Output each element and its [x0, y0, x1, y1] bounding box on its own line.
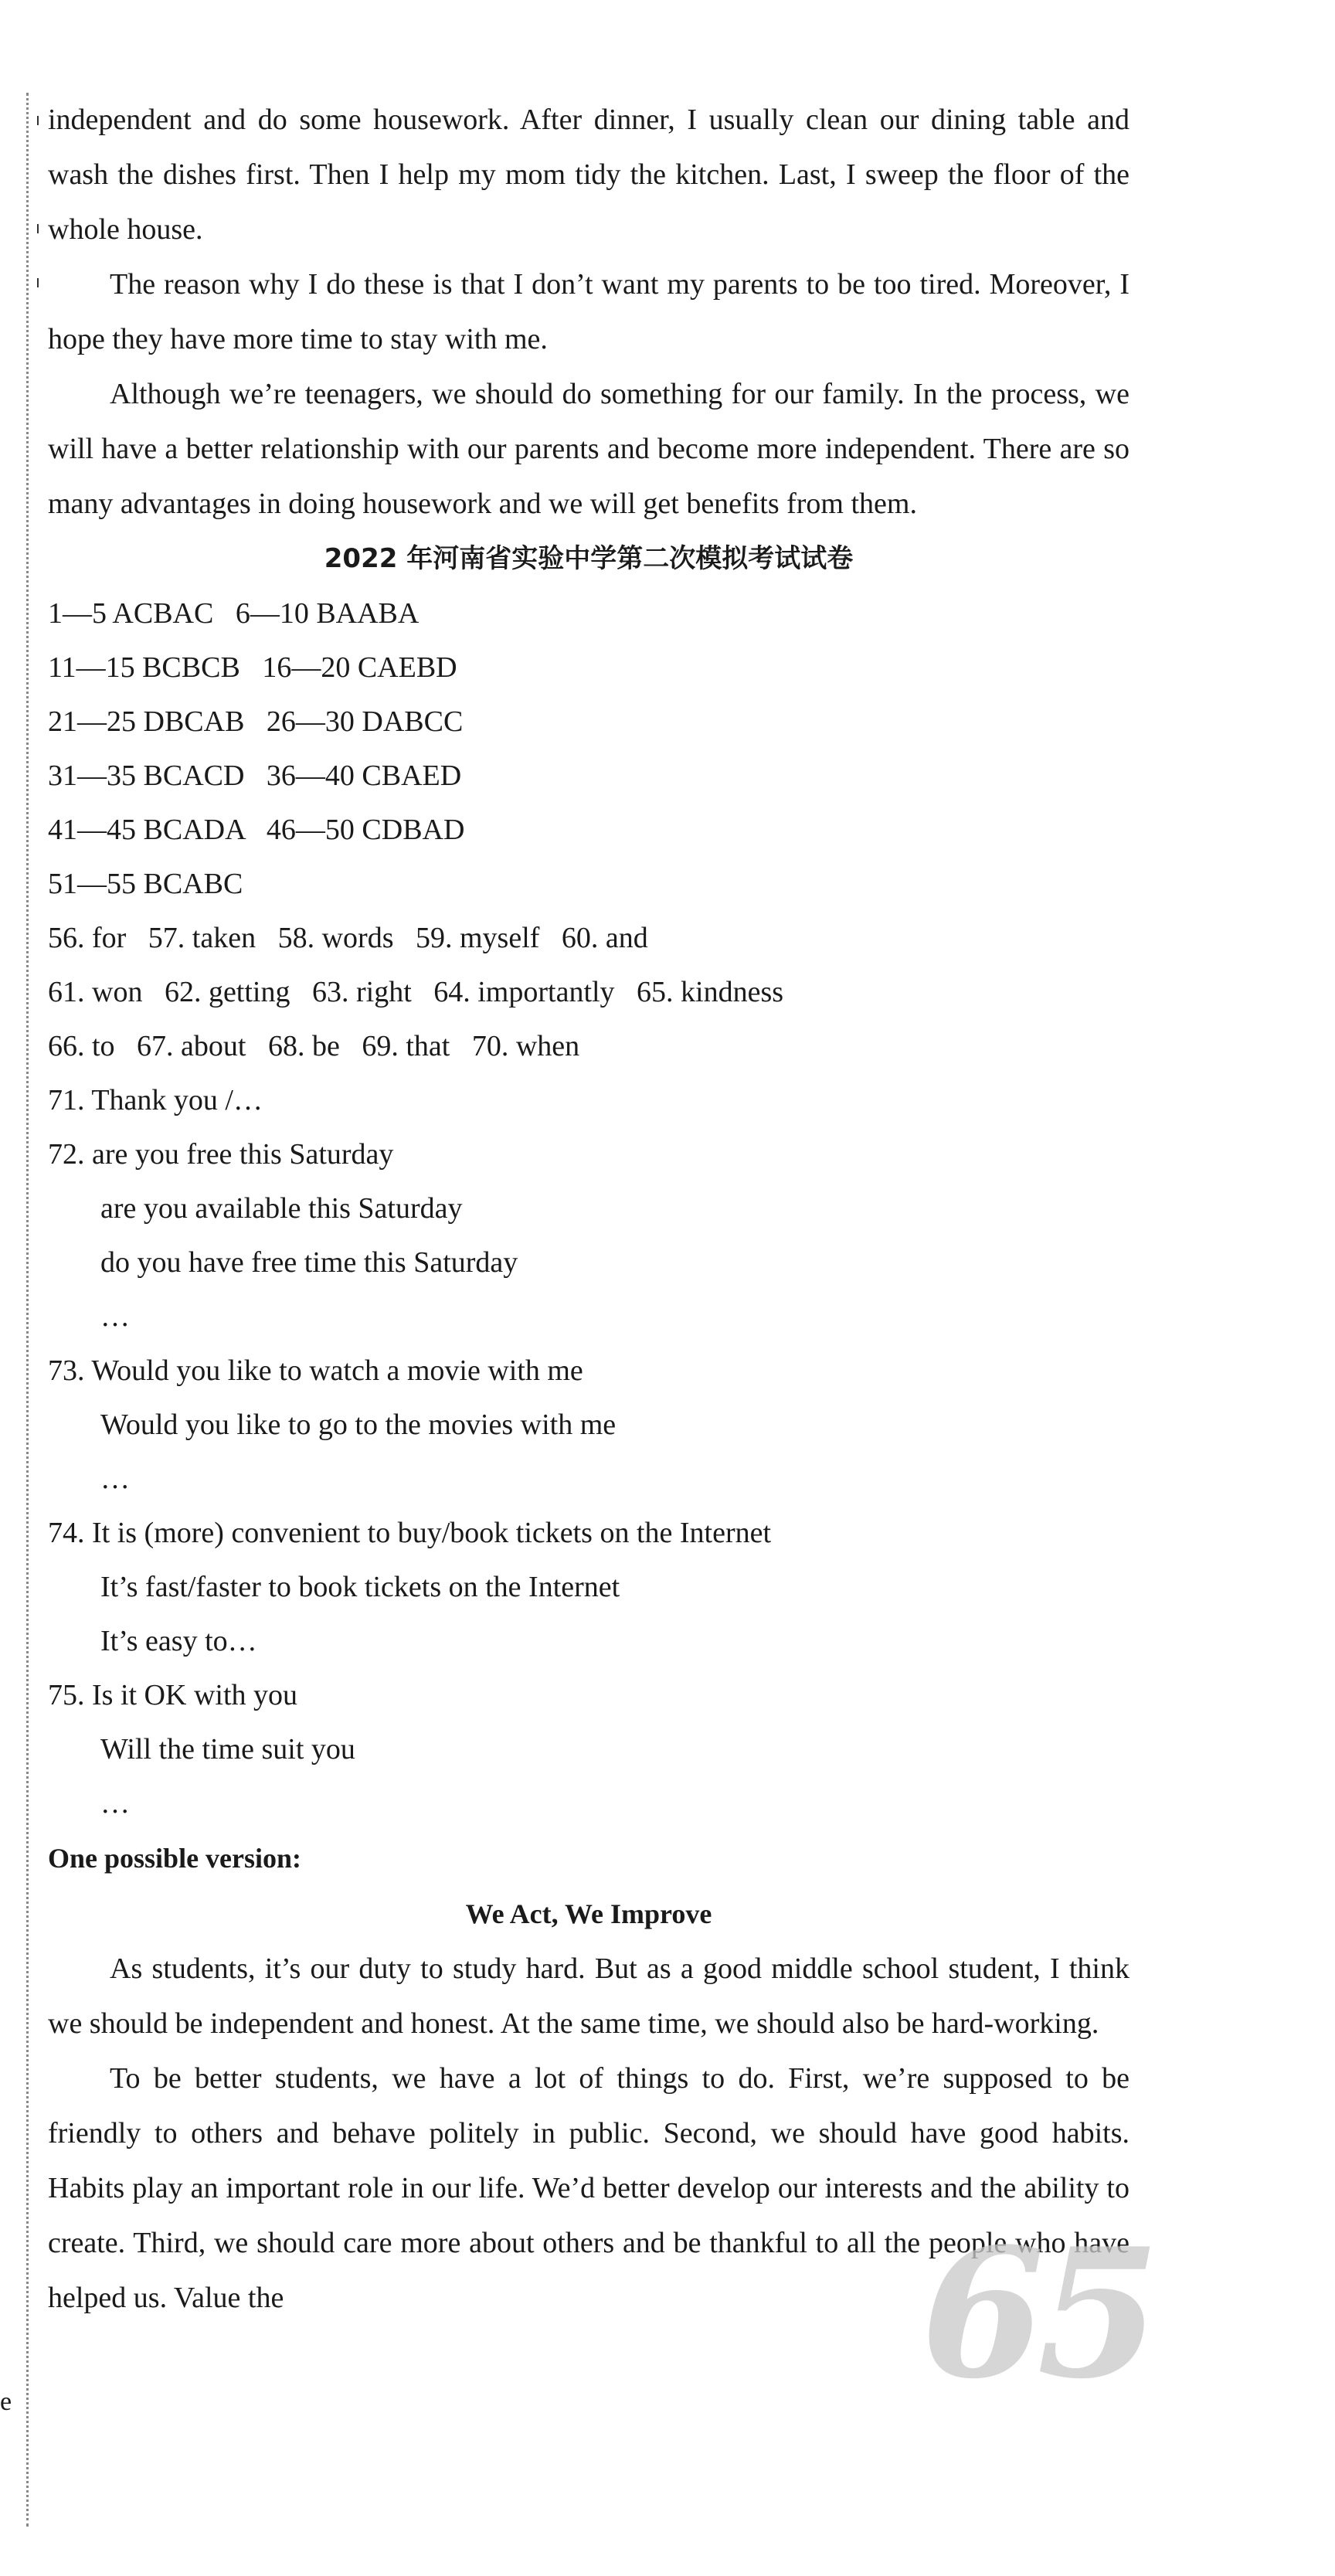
answer-74-alt: It’s easy to…: [100, 1625, 257, 1657]
answer-73: 73. Would you like to watch a movie with me: [48, 1354, 583, 1387]
answer-line: 11—15 BCBCB 16—20 CAEBD: [48, 651, 457, 684]
essay-paragraph-2: To be better students, we have a lot of things to do. First, we’re supposed to be friendly to others and behave politely in public. Second, we should have good habits. Habits play an important role in our life. We’d better develop our interests and the ability to create. Third, we should care more about others and be thankful to all the people who have helped us. Value the: [48, 2062, 1129, 2314]
answer-line: 61. won 62. getting 63. right 64. importantly 65. kindness: [48, 976, 784, 1008]
exam-title: 2022 年河南省实验中学第二次模拟考试试卷: [324, 543, 854, 574]
answer-line: 71. Thank you /…: [48, 1084, 263, 1116]
essay-paragraph-1: As students, it’s our duty to study hard. But as a good middle school student, I think we should be independent and honest. At the same time, we should also be hard-working.: [48, 1952, 1129, 2040]
intro-paragraph-1: independent and do some housework. After dinner, I usually clean our dining table and wash the dishes first. Then I help my mom tidy the kitchen. Last, I sweep the floor of the whole house.: [48, 104, 1129, 246]
version-label: One possible version:: [48, 1843, 302, 1874]
answer-75-alt: …: [100, 1787, 130, 1820]
answer-line: 56. for 57. taken 58. words 59. myself 60. and: [48, 922, 648, 954]
answer-line: 51—55 BCABC: [48, 868, 243, 900]
answer-75: 75. Is it OK with you: [48, 1679, 297, 1711]
document-page: [48, 93, 1129, 2326]
answer-72-alt: are you available this Saturday: [100, 1192, 463, 1225]
edge-letter: e: [0, 2387, 12, 2416]
answer-74: 74. It is (more) convenient to buy/book tickets on the Internet: [48, 1517, 772, 1549]
answer-72-alt: do you have free time this Saturday: [100, 1246, 518, 1279]
essay-title: We Act, We Improve: [465, 1898, 712, 1929]
answer-line: 1—5 ACBAC 6—10 BAABA: [48, 597, 420, 630]
intro-paragraph-2: The reason why I do these is that I don’t want my parents to be too tired. Moreover, I hope they have more time to stay with me.: [48, 268, 1129, 355]
page-number-watermark: 65: [921, 2210, 1153, 2418]
answer-line: 41—45 BCADA 46—50 CDBAD: [48, 814, 465, 846]
answer-72-alt: …: [100, 1300, 130, 1333]
answer-72: 72. are you free this Saturday: [48, 1138, 394, 1171]
binding-dotted-line: [26, 93, 29, 2527]
answer-73-alt: …: [100, 1463, 130, 1495]
answer-line: 66. to 67. about 68. be 69. that 70. when: [48, 1030, 580, 1062]
answer-74-alt: It’s fast/faster to book tickets on the Internet: [100, 1571, 620, 1603]
answer-line: 31—35 BCACD 36—40 CBAED: [48, 760, 462, 792]
answer-75-alt: Will the time suit you: [100, 1733, 355, 1765]
answer-key: [48, 586, 1129, 1830]
answer-line: 21—25 DBCAB 26—30 DABCC: [48, 705, 464, 738]
intro-paragraph-3: Although we’re teenagers, we should do something for our family. In the process, we will have a better relationship with our parents and become more independent. There are so many advantages in doing housework and we will get benefits from them.: [48, 378, 1129, 520]
binding-mark: [37, 224, 43, 233]
binding-mark: [37, 116, 43, 125]
binding-mark: [37, 278, 43, 287]
answer-73-alt: Would you like to go to the movies with me: [100, 1409, 617, 1441]
